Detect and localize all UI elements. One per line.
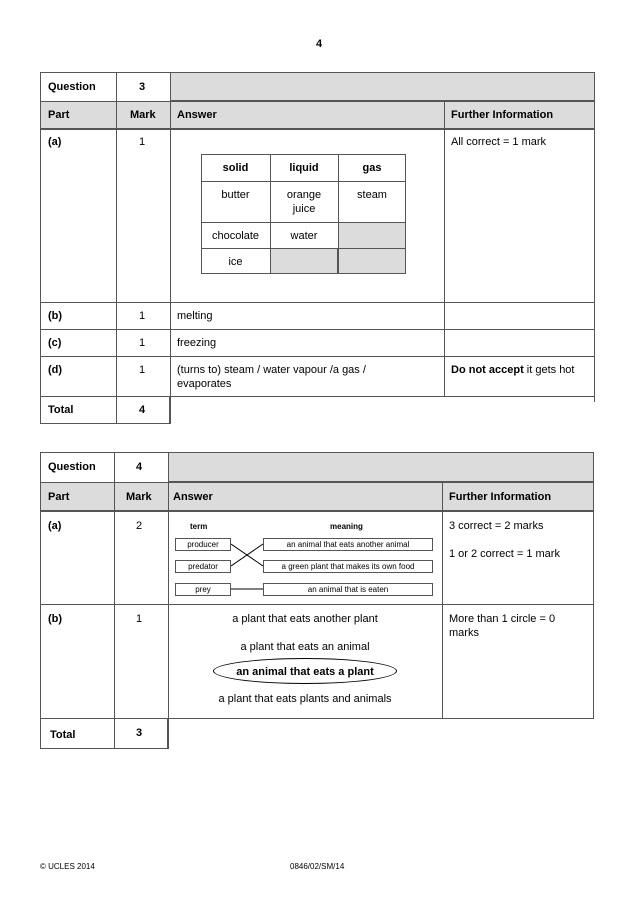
inner-cell-ice: ice bbox=[228, 256, 243, 268]
inner-cell-water: water bbox=[290, 230, 318, 242]
footer-copyright: © UCLES 2014 bbox=[40, 862, 95, 871]
q3-mark-d: 1 bbox=[139, 364, 146, 376]
term-prey: prey bbox=[195, 585, 211, 594]
inner-cell-chocolate: chocolate bbox=[211, 230, 260, 242]
meaning-2: a green plant that makes its own food bbox=[281, 562, 415, 571]
q3-further-d-bold: Do not accept bbox=[451, 364, 524, 376]
q4-header-answer: Answer bbox=[173, 491, 213, 503]
q4-part-a: (a) bbox=[48, 520, 62, 532]
term-producer: producer bbox=[187, 540, 219, 549]
inner-cell-steam: steam bbox=[357, 189, 387, 201]
q4-header-part: Part bbox=[48, 491, 70, 503]
q3-part-d: (d) bbox=[48, 364, 63, 376]
q3-mark-c: 1 bbox=[139, 337, 146, 349]
q3-header-mark: Mark bbox=[130, 109, 156, 121]
inner-header-gas: gas bbox=[362, 162, 382, 174]
footer-code: 0846/02/SM/14 bbox=[290, 862, 345, 871]
q3-answer-c: freezing bbox=[177, 337, 217, 349]
q3-answer-b: melting bbox=[177, 310, 213, 322]
q4-further-a-2: 1 or 2 correct = 1 mark bbox=[449, 548, 560, 560]
q3-header-part: Part bbox=[48, 109, 70, 121]
q3-answer-d: (turns to) steam / water vapour /a gas / evaporates bbox=[177, 364, 366, 390]
q4-option-1: a plant that eats another plant bbox=[232, 613, 378, 625]
q4-question-label: Question bbox=[48, 461, 96, 473]
q4-header-mark: Mark bbox=[126, 491, 152, 503]
matching-lines bbox=[231, 538, 264, 598]
q4-further-b: More than 1 circle = 0 marks bbox=[449, 613, 556, 639]
q3-total-value: 4 bbox=[139, 404, 146, 416]
q4-option-4: a plant that eats plants and animals bbox=[218, 693, 392, 705]
q3-header-further: Further Information bbox=[451, 109, 554, 121]
q3-part-a: (a) bbox=[48, 136, 62, 148]
inner-header-solid: solid bbox=[222, 162, 249, 174]
term-predator: predator bbox=[188, 562, 218, 571]
inner-cell-butter: butter bbox=[221, 189, 250, 201]
q3-part-c: (c) bbox=[48, 337, 62, 349]
q4-option-2: a plant that eats an animal bbox=[240, 641, 370, 653]
inner-header-liquid: liquid bbox=[289, 162, 319, 174]
q4-option-3: an animal that eats a plant bbox=[236, 666, 374, 678]
q3-mark-a: 1 bbox=[139, 136, 146, 148]
meaning-3: an animal that is eaten bbox=[307, 585, 389, 594]
meaning-header: meaning bbox=[330, 522, 363, 531]
q3-further-a: All correct = 1 mark bbox=[451, 136, 547, 148]
q4-part-b: (b) bbox=[48, 613, 63, 625]
meaning-1: an animal that eats another animal bbox=[286, 540, 410, 549]
q3-further-d bbox=[451, 363, 575, 377]
q3-question-number: 3 bbox=[139, 81, 146, 93]
q3-part-b: (b) bbox=[48, 310, 63, 322]
q3-mark-b: 1 bbox=[139, 310, 146, 322]
q4-header-further: Further Information bbox=[449, 491, 552, 503]
q4-mark-b: 1 bbox=[136, 613, 143, 625]
q4-total-label: Total bbox=[50, 729, 76, 741]
q4-mark-a: 2 bbox=[136, 520, 143, 532]
q3-question-label: Question bbox=[48, 81, 96, 93]
inner-cell-orange-juice: orange juice bbox=[286, 189, 322, 215]
term-header: term bbox=[190, 522, 208, 531]
q4-question-number: 4 bbox=[136, 461, 143, 473]
page-number: 4 bbox=[315, 38, 323, 50]
q3-further-d-rest: it gets hot bbox=[523, 364, 575, 376]
q4-total-value: 3 bbox=[136, 727, 143, 739]
q3-total-label: Total bbox=[48, 404, 74, 416]
q3-header-answer: Answer bbox=[177, 109, 217, 121]
q4-further-a-1: 3 correct = 2 marks bbox=[449, 520, 544, 532]
